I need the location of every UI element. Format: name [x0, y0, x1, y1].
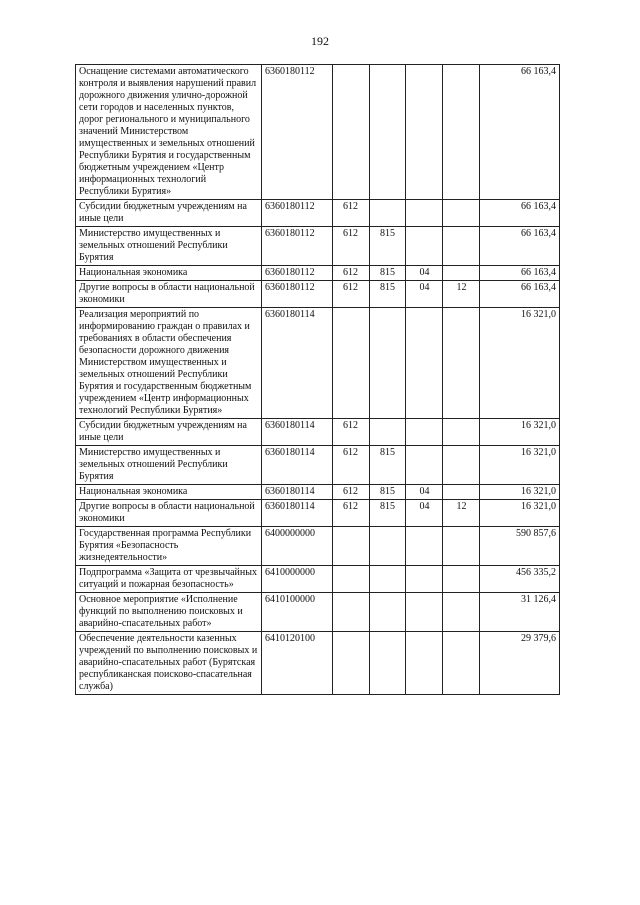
cell-amount: 16 321,0 [480, 485, 560, 500]
cell-target-code: 6360180114 [261, 419, 332, 446]
cell-subsection [443, 65, 480, 200]
page-number: 192 [311, 34, 329, 48]
table-row [76, 485, 560, 500]
cell-target-code: 6360180114 [261, 500, 332, 527]
cell-target-code: 6360180112 [261, 200, 332, 227]
cell-expense-type: 612 [332, 500, 369, 527]
cell-amount: 16 321,0 [480, 308, 560, 419]
cell-section [406, 566, 443, 593]
cell-ministry-code [369, 308, 406, 419]
cell-amount: 31 126,4 [480, 593, 560, 632]
cell-name: Национальная экономика [76, 485, 262, 500]
cell-ministry-code [369, 419, 406, 446]
table-row [76, 65, 560, 200]
table-row [76, 593, 560, 632]
cell-amount: 66 163,4 [480, 281, 560, 308]
cell-expense-type: 612 [332, 281, 369, 308]
cell-amount: 16 321,0 [480, 500, 560, 527]
table-row [76, 200, 560, 227]
cell-amount: 456 335,2 [480, 566, 560, 593]
cell-ministry-code [369, 632, 406, 695]
cell-target-code: 6400000000 [261, 527, 332, 566]
cell-amount: 590 857,6 [480, 527, 560, 566]
cell-target-code: 6360180112 [261, 227, 332, 266]
cell-subsection [443, 566, 480, 593]
cell-ministry-code: 815 [369, 281, 406, 308]
cell-name: Основное мероприятие «Исполнение функций по выполнению поисковых и аварийно-спасательных работ» [76, 593, 262, 632]
cell-section [406, 308, 443, 419]
cell-name: Министерство имущественных и земельных отношений Республики Бурятия [76, 446, 262, 485]
cell-name: Подпрограмма «Защита от чрезвычайных ситуаций и пожарная безопасность» [76, 566, 262, 593]
cell-expense-type [332, 593, 369, 632]
cell-target-code: 6360180112 [261, 281, 332, 308]
cell-amount: 16 321,0 [480, 446, 560, 485]
cell-subsection: 12 [443, 500, 480, 527]
cell-section: 04 [406, 281, 443, 308]
cell-name: Государственная программа Республики Бурятия «Безопасность жизнедеятельности» [76, 527, 262, 566]
cell-ministry-code [369, 200, 406, 227]
cell-name: Другие вопросы в области национальной экономики [76, 500, 262, 527]
cell-ministry-code: 815 [369, 227, 406, 266]
table-row [76, 308, 560, 419]
cell-expense-type: 612 [332, 200, 369, 227]
cell-amount: 66 163,4 [480, 65, 560, 200]
cell-subsection [443, 485, 480, 500]
cell-section [406, 527, 443, 566]
cell-name: Реализация мероприятий по информированию граждан о правилах и требованиях в области обеспечения безопасности дорожного движения Министерством имущественных и земельных отношений Республики Бурятия и государственным бюджетным учреждением «Центр информационных технологий Республики Бурятия» [76, 308, 262, 419]
cell-name: Другие вопросы в области национальной экономики [76, 281, 262, 308]
table-row [76, 227, 560, 266]
table-row [76, 446, 560, 485]
table-row [76, 527, 560, 566]
cell-ministry-code [369, 65, 406, 200]
cell-target-code: 6360180112 [261, 266, 332, 281]
cell-section: 04 [406, 266, 443, 281]
cell-expense-type: 612 [332, 485, 369, 500]
cell-section [406, 419, 443, 446]
cell-target-code: 6410000000 [261, 566, 332, 593]
cell-subsection [443, 308, 480, 419]
cell-target-code: 6360180114 [261, 485, 332, 500]
cell-subsection: 12 [443, 281, 480, 308]
cell-target-code: 6360180112 [261, 65, 332, 200]
table-row [76, 281, 560, 308]
cell-ministry-code: 815 [369, 500, 406, 527]
cell-target-code: 6360180114 [261, 446, 332, 485]
cell-subsection [443, 446, 480, 485]
cell-expense-type [332, 65, 369, 200]
cell-expense-type: 612 [332, 446, 369, 485]
cell-subsection [443, 227, 480, 266]
cell-expense-type [332, 566, 369, 593]
cell-name: Субсидии бюджетным учреждениям на иные цели [76, 200, 262, 227]
cell-expense-type: 612 [332, 227, 369, 266]
table-row [76, 419, 560, 446]
budget-table [75, 64, 560, 695]
cell-section [406, 200, 443, 227]
table-row [76, 632, 560, 695]
cell-expense-type: 612 [332, 419, 369, 446]
cell-target-code: 6360180114 [261, 308, 332, 419]
cell-amount: 16 321,0 [480, 419, 560, 446]
cell-expense-type [332, 308, 369, 419]
cell-name: Субсидии бюджетным учреждениям на иные цели [76, 419, 262, 446]
cell-subsection [443, 527, 480, 566]
cell-section [406, 227, 443, 266]
cell-expense-type [332, 632, 369, 695]
cell-subsection [443, 266, 480, 281]
table-row [76, 266, 560, 281]
cell-amount: 66 163,4 [480, 227, 560, 266]
cell-section [406, 446, 443, 485]
cell-expense-type: 612 [332, 266, 369, 281]
table-row [76, 566, 560, 593]
cell-ministry-code: 815 [369, 485, 406, 500]
cell-target-code: 6410120100 [261, 632, 332, 695]
table-body [76, 65, 560, 695]
cell-section [406, 593, 443, 632]
cell-name: Министерство имущественных и земельных отношений Республики Бурятия [76, 227, 262, 266]
cell-section: 04 [406, 500, 443, 527]
cell-target-code: 6410100000 [261, 593, 332, 632]
cell-ministry-code [369, 527, 406, 566]
cell-amount: 66 163,4 [480, 200, 560, 227]
cell-subsection [443, 632, 480, 695]
cell-subsection [443, 593, 480, 632]
cell-section [406, 632, 443, 695]
cell-ministry-code: 815 [369, 446, 406, 485]
cell-ministry-code: 815 [369, 266, 406, 281]
cell-section [406, 65, 443, 200]
cell-subsection [443, 419, 480, 446]
cell-name: Оснащение системами автоматического контроля и выявления нарушений правил дорожного движения улично-дорожной сети городов и населенных пунктов, дорог регионального и муниципального значений Министерством имущественных и земельных отношений Республики Бурятия и государственным бюджетным учреждением «Центр информационных технологий Республики Бурятия» [76, 65, 262, 200]
cell-subsection [443, 200, 480, 227]
cell-expense-type [332, 527, 369, 566]
cell-name: Обеспечение деятельности казенных учреждений по выполнению поисковых и аварийно-спасательных работ (Бурятская республиканская поисково-спасательная служба) [76, 632, 262, 695]
cell-section: 04 [406, 485, 443, 500]
cell-name: Национальная экономика [76, 266, 262, 281]
cell-ministry-code [369, 566, 406, 593]
cell-ministry-code [369, 593, 406, 632]
cell-amount: 29 379,6 [480, 632, 560, 695]
cell-amount: 66 163,4 [480, 266, 560, 281]
table-row [76, 500, 560, 527]
